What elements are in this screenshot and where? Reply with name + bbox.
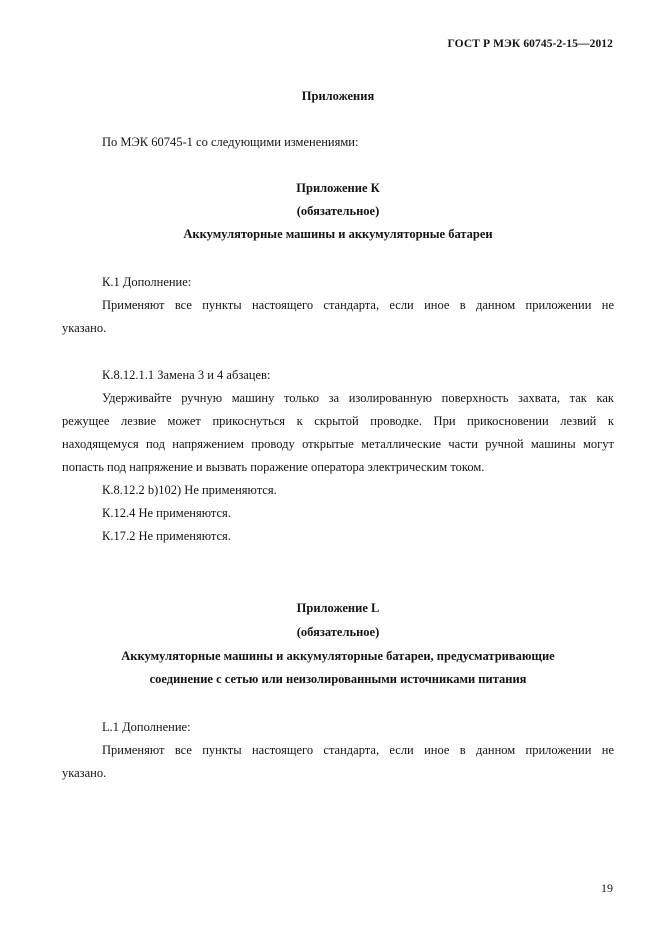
annex-k-k8-paragraph-line: режущее лезвие может прикоснуться к скрытой проводке. При прикосновении лезвий к (62, 414, 614, 428)
intro-text: По МЭК 60745-1 со следующими изменениями: (102, 135, 359, 149)
annex-k-subtitle: Аккумуляторные машины и аккумуляторные батареи (183, 227, 493, 241)
annex-k-status: (обязательное) (296, 204, 380, 218)
page-number: 19 (601, 881, 613, 895)
annex-k-k1-heading: К.1 Дополнение: (102, 275, 192, 289)
annex-k-k8-paragraph-line: попасть под напряжение и вызвать поражение оператора электрическим током. (62, 460, 485, 474)
annex-k-k8-paragraph-line: находящемуся под напряжением проводу открытые металлические части ручной машины могут (62, 437, 614, 451)
annex-k-k1-paragraph-line: Применяют все пункты настоящего стандарта, если иное в данном приложении не (102, 298, 614, 312)
annex-k-k12-4: К.12.4 Не применяются. (102, 506, 231, 520)
annex-k-k8-2: К.8.12.2 b)102) Не применяются. (102, 483, 277, 497)
annex-l-title: Приложение L (296, 601, 380, 615)
annex-l-l1-paragraph-line: Применяют все пункты настоящего стандарта, если иное в данном приложении не (102, 743, 614, 757)
annex-l-subtitle-line: соединение с сетью или неизолированными источниками питания (149, 672, 527, 686)
annex-k-k8-paragraph-line: Удерживайте ручную машину только за изолированную поверхность захвата, так как (102, 391, 614, 405)
annex-k-k1-paragraph-line: указано. (62, 321, 107, 335)
section-title: Приложения (301, 89, 375, 103)
annex-k-k17-2: К.17.2 Не применяются. (102, 529, 231, 543)
annex-l-subtitle-line: Аккумуляторные машины и аккумуляторные батареи, предусматривающие (121, 649, 555, 663)
annex-k-title: Приложение К (296, 181, 380, 195)
annex-l-l1-paragraph-line: указано. (62, 766, 107, 780)
annex-k-k8-heading: К.8.12.1.1 Замена 3 и 4 абзацев: (102, 368, 271, 382)
annex-l-l1-heading: L.1 Дополнение: (102, 720, 191, 734)
document-header: ГОСТ Р МЭК 60745-2-15—2012 (447, 38, 613, 50)
annex-l-status: (обязательное) (296, 625, 380, 639)
